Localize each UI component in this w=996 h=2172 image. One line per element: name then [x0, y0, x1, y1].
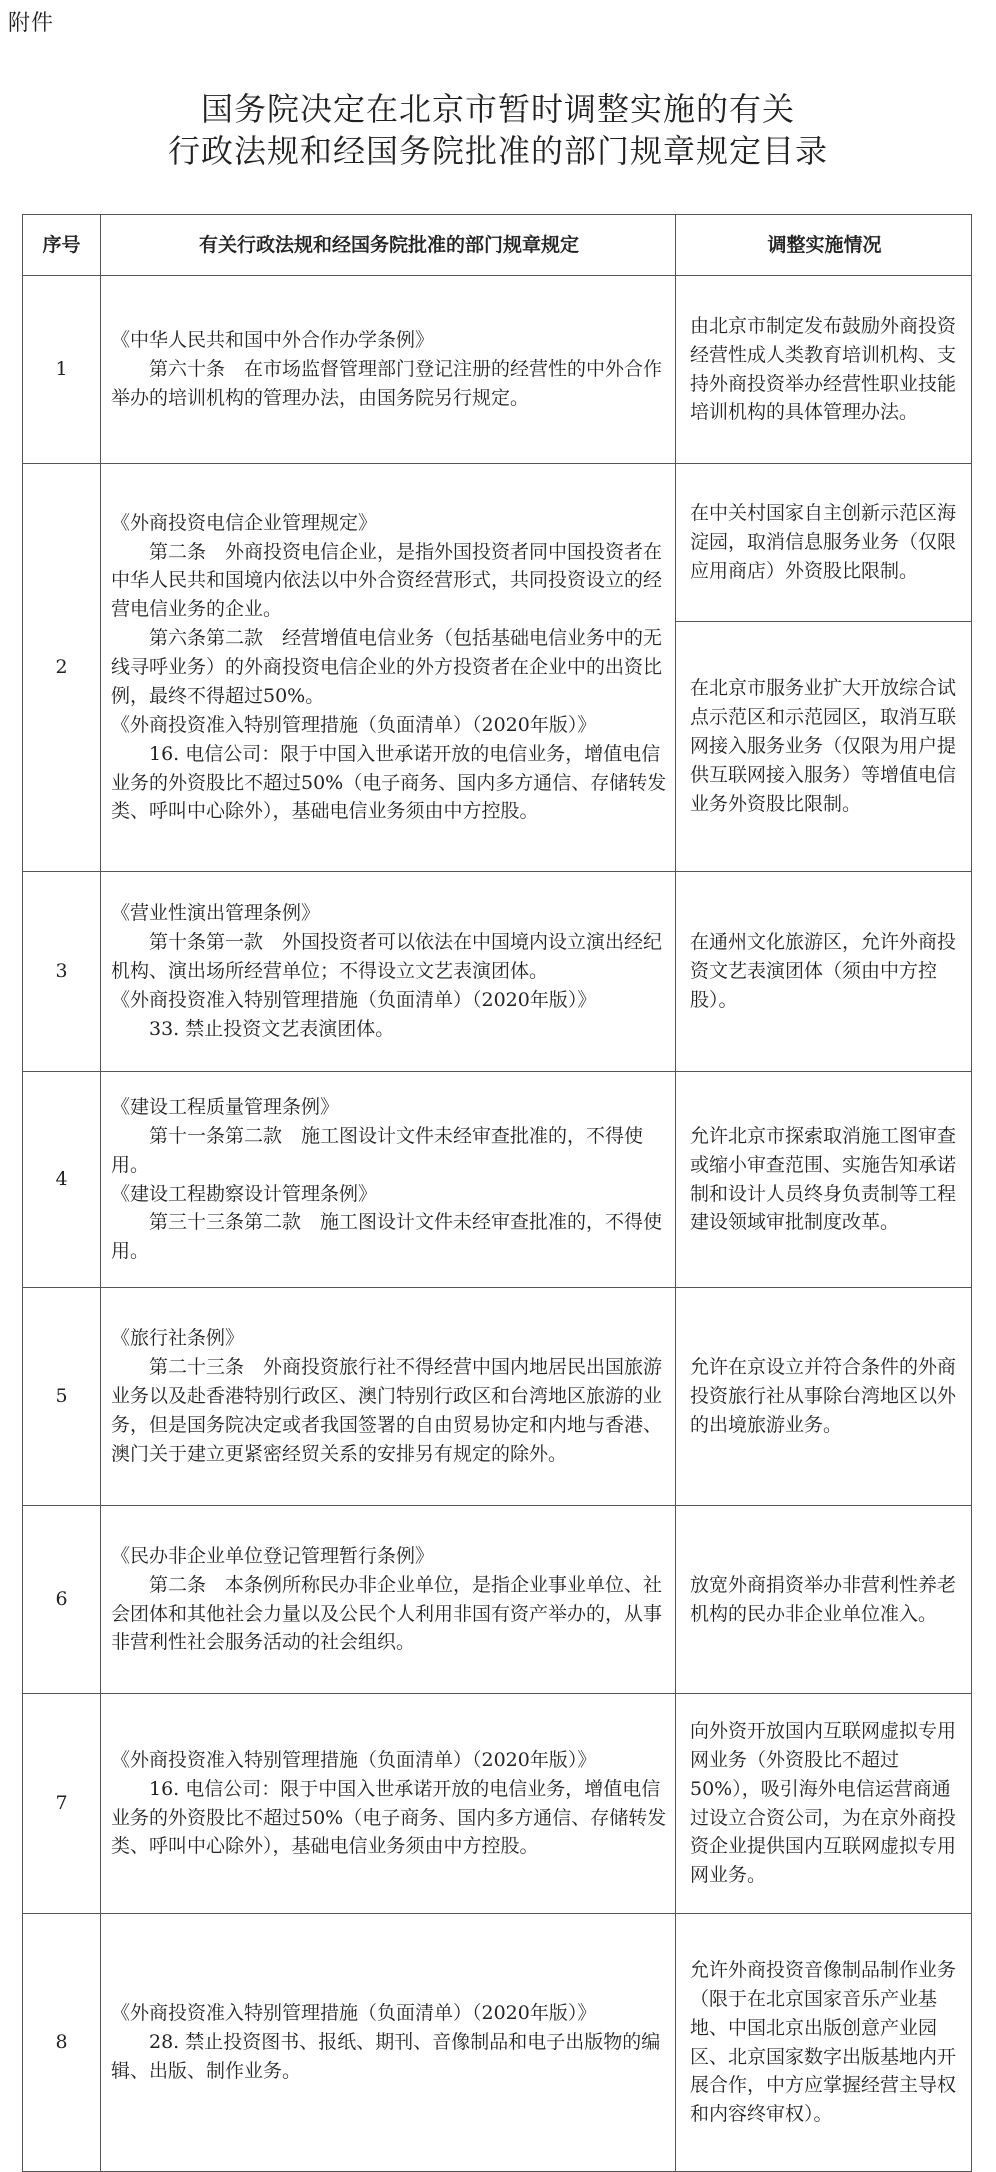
- row-number: 2: [23, 464, 101, 872]
- regulation-title: 《中华人民共和国中外合作办学条例》: [111, 329, 435, 352]
- adjustment-cell: 在中关村国家自主创新示范区海淀园，取消信息服务业务（仅限应用商店）外资股比限制。: [676, 464, 972, 622]
- regulation-cell: [101, 1506, 676, 1694]
- adjustment-cell: 允许北京市探索取消施工图审查或缩小审查范围、实施告知承诺制和设计人员终身负责制等工程建设领域审批制度改革。: [676, 1072, 972, 1288]
- regulation-clause: 第十条第一款 外国投资者可以依法在中国境内设立演出经纪机构、演出场所经营单位；不得设立文艺表演团体。: [111, 931, 663, 983]
- page-title-line-1: 国务院决定在北京市暂时调整实施的有关: [200, 90, 795, 128]
- regulation-cell: [101, 1914, 676, 2172]
- regulation-clause: 33. 禁止投资文艺表演团体。: [149, 1017, 395, 1040]
- regulation-title: 《民办非企业单位登记管理暂行条例》: [111, 1544, 435, 1567]
- regulation-title: 《外商投资电信企业管理规定》: [111, 511, 378, 534]
- adjustment-cell: 由北京市制定发布鼓励外商投资经营性成人类教育培训机构、支持外商投资举办经营性职业技能培训机构的具体管理办法。: [676, 276, 972, 464]
- row-number: 7: [23, 1694, 101, 1914]
- row-number: 4: [23, 1072, 101, 1288]
- regulation-title: 《营业性演出管理条例》: [111, 902, 321, 925]
- regulation-clause: 第十一条第二款 施工图设计文件未经审查批准的，不得使用。: [111, 1124, 644, 1176]
- adjustment-cell: 在通州文化旅游区，允许外商投资文艺表演团体（须由中方控股）。: [676, 872, 972, 1072]
- row-number: 5: [23, 1288, 101, 1506]
- table-row: [23, 464, 972, 622]
- regulation-clause: 第二条 本条例所称民办非企业单位，是指企业事业单位、社会团体和其他社会力量以及公民个人利用非国有资产举办的，从事非营利性社会服务活动的社会组织。: [111, 1573, 663, 1654]
- regulation-title: 《外商投资准入特别管理措施（负面清单）（2020年版）》: [111, 1748, 597, 1771]
- table-row: [23, 872, 972, 1072]
- row-number: 8: [23, 1914, 101, 2172]
- regulation-clause: 16. 电信公司：限于中国入世承诺开放的电信业务，增值电信业务的外资股比不超过50%（电子商务、国内多方通信、存储转发类、呼叫中心除外），基础电信业务须由中方控股。: [111, 742, 667, 823]
- adjustment-cell: 允许在京设立并符合条件的外商投资旅行社从事除台湾地区以外的出境旅游业务。: [676, 1288, 972, 1506]
- regulation-title: 《建设工程质量管理条例》: [111, 1095, 340, 1118]
- regulation-cell: [101, 276, 676, 464]
- regulation-cell: [101, 872, 676, 1072]
- adjustment-cell: 在北京市服务业扩大开放综合试点示范区和示范园区，取消互联网接入服务业务（仅限为用户提供互联网接入服务）等增值电信业务外资股比限制。: [676, 622, 972, 872]
- regulation-clause: 第三十三条第二款 施工图设计文件未经审查批准的，不得使用。: [111, 1211, 663, 1263]
- row-number: 1: [23, 276, 101, 464]
- table-row: [23, 1288, 972, 1506]
- table-row: [23, 1914, 972, 2172]
- regulation-cell: [101, 1072, 676, 1288]
- row-number: 3: [23, 872, 101, 1072]
- regulation-clause: 28. 禁止投资图书、报纸、期刊、音像制品和电子出版物的编辑、出版、制作业务。: [111, 2031, 661, 2082]
- table-row: [23, 1072, 972, 1288]
- row-number: 6: [23, 1506, 101, 1694]
- adjustment-cell: 向外资开放国内互联网虚拟专用网业务（外资股比不超过50%），吸引海外电信运营商通过设立合资公司，为在京外商投资企业提供国内互联网虚拟专用网业务。: [676, 1694, 972, 1914]
- page-title-line-2: 行政法规和经国务院批准的部门规章规定目录: [167, 132, 828, 170]
- regulation-clause: 第六条第二款 经营增值电信业务（包括基础电信业务中的无线寻呼业务）的外商投资电信企业的外方投资者在企业中的出资比例，最终不得超过50%。: [111, 627, 663, 707]
- adjustment-cell: 放宽外商捐资举办非营利性养老机构的民办非企业单位准入。: [676, 1506, 972, 1694]
- table-row: [23, 1694, 972, 1914]
- regulation-title: 《旅行社条例》: [111, 1327, 245, 1350]
- regulation-clause: 16. 电信公司：限于中国入世承诺开放的电信业务，增值电信业务的外资股比不超过50%（电子商务、国内多方通信、存储转发类、呼叫中心除外），基础电信业务须由中方控股。: [111, 1777, 667, 1858]
- regulation-cell: [101, 1694, 676, 1914]
- regulation-title: 《外商投资准入特别管理措施（负面清单）（2020年版）》: [111, 988, 597, 1011]
- header-adjustment: 调整实施情况: [676, 215, 972, 276]
- regulation-clause: 第二条 外商投资电信企业，是指外国投资者同中国投资者在中华人民共和国境内依法以中外合资经营形式，共同投资设立的经营电信业务的企业。: [111, 540, 663, 621]
- regulation-cell: [101, 1288, 676, 1506]
- regulation-title: 《建设工程勘察设计管理条例》: [111, 1182, 378, 1205]
- regulation-clause: 第六十条 在市场监督管理部门登记注册的经营性的中外合作举办的培训机构的管理办法，由国务院另行规定。: [111, 358, 663, 409]
- header-regulation: 有关行政法规和经国务院批准的部门规章规定: [101, 215, 676, 276]
- table-row: [23, 276, 972, 464]
- regulation-cell: [101, 464, 676, 872]
- regulation-clause: 第二十三条 外商投资旅行社不得经营中国内地居民出国旅游业务以及赴香港特别行政区、澳门特别行政区和台湾地区旅游的业务，但是国务院决定或者我国签署的自由贸易协定和内地与香港、澳门关于建立更紧密经贸关系的安排另有规定的除外。: [111, 1356, 663, 1465]
- regulations-table: [22, 214, 972, 2172]
- table-header-row: [23, 215, 972, 276]
- regulation-title: 《外商投资准入特别管理措施（负面清单）（2020年版）》: [111, 2002, 597, 2025]
- table-body: [23, 276, 972, 2172]
- table-row: [23, 1506, 972, 1694]
- regulation-title: 《外商投资准入特别管理措施（负面清单）（2020年版）》: [111, 713, 597, 736]
- adjustment-cell: 允许外商投资音像制品制作业务（限于在北京国家音乐产业基地、中国北京出版创意产业园区、北京国家数字出版基地内开展合作，中方应掌握经营主导权和内容终审权）。: [676, 1914, 972, 2172]
- header-no: 序号: [23, 215, 101, 276]
- attachment-label: 附件: [8, 11, 55, 36]
